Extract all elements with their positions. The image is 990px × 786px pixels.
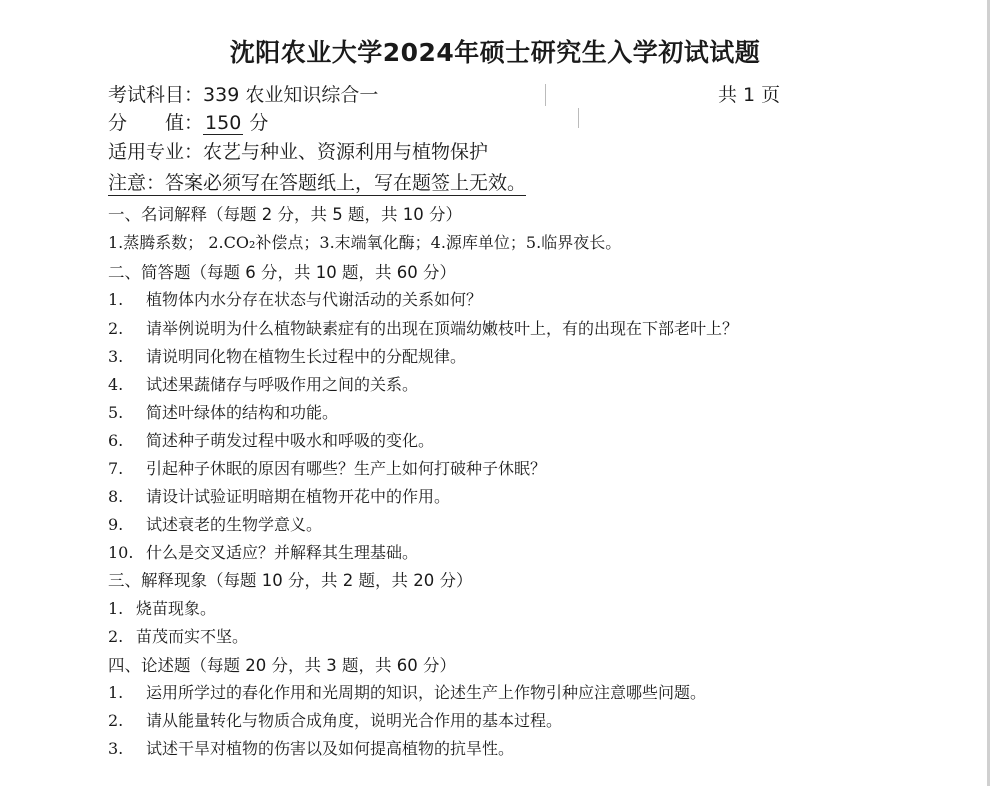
major-value: 农艺与种业、资源利用与植物保护 xyxy=(203,141,489,163)
question-number: 1. xyxy=(108,290,124,309)
section-line: 1.蒸腾系数； 2.CO₂补偿点；3.末端氧化酶；4.源库单位；5.临界夜长。 xyxy=(108,233,622,252)
section-heading: 二、简答题（每题 6 分，共 10 题，共 60 分） xyxy=(108,263,456,282)
question-number: 2. xyxy=(108,627,124,646)
notice-row xyxy=(108,168,526,195)
question-item xyxy=(108,428,434,451)
question-number: 10. xyxy=(108,543,134,562)
question-number: 3. xyxy=(108,347,124,366)
question-text: 请从能量转化与物质合成角度，说明光合作用的基本过程。 xyxy=(146,711,563,730)
question-text: 请说明同化物在植物生长过程中的分配规律。 xyxy=(146,347,467,366)
question-text: 试述衰老的生物学意义。 xyxy=(146,515,323,534)
question-text: 植物体内水分存在状态与代谢活动的关系如何？ xyxy=(146,290,483,309)
question-number: 4. xyxy=(108,375,124,394)
question-text: 简述叶绿体的结构和功能。 xyxy=(146,403,339,422)
question-text: 烧苗现象。 xyxy=(136,599,217,618)
question-item xyxy=(108,344,466,367)
score-unit: 分 xyxy=(243,112,269,134)
question-number: 6. xyxy=(108,431,124,450)
question-number: 5. xyxy=(108,403,124,422)
question-number: 1. xyxy=(108,599,124,618)
score-row xyxy=(108,108,268,135)
scan-mark xyxy=(545,84,546,106)
question-item xyxy=(108,624,248,647)
question-text: 请设计试验证明暗期在植物开花中的作用。 xyxy=(146,487,451,506)
question-item xyxy=(108,708,562,731)
question-item xyxy=(108,736,514,759)
question-item xyxy=(108,456,546,479)
score-value: 150 xyxy=(205,112,242,134)
question-text: 简述种子萌发过程中吸水和呼吸的变化。 xyxy=(146,431,435,450)
subject-row xyxy=(108,80,378,107)
question-item xyxy=(108,540,418,563)
question-item xyxy=(108,372,418,395)
question-text: 苗茂而实不坚。 xyxy=(136,627,249,646)
question-text: 请举例说明为什么植物缺素症有的出现在顶端幼嫩枝叶上，有的出现在下部老叶上？ xyxy=(146,319,739,338)
question-item xyxy=(108,596,216,619)
page-count: 共 1 页 xyxy=(718,84,781,106)
question-text: 运用所学过的春化作用和光周期的知识，论述生产上作物引种应注意哪些问题。 xyxy=(146,683,707,702)
scan-mark xyxy=(578,108,579,128)
question-number: 2. xyxy=(108,319,124,338)
question-item xyxy=(108,680,706,703)
exam-title: 沈阳农业大学2024年硕士研究生入学初试试题 xyxy=(229,38,761,67)
question-item xyxy=(108,400,338,423)
subject-value: 339 农业知识综合一 xyxy=(203,84,379,106)
question-number: 9. xyxy=(108,515,124,534)
question-text: 什么是交叉适应？并解释其生理基础。 xyxy=(146,543,419,562)
question-item xyxy=(108,316,738,339)
question-number: 8. xyxy=(108,487,124,506)
section-heading: 四、论述题（每题 20 分，共 3 题，共 60 分） xyxy=(108,656,456,675)
major-label: 适用专业： xyxy=(108,141,204,163)
subject-label: 考试科目： xyxy=(108,84,204,106)
question-text: 试述干旱对植物的伤害以及如何提高植物的抗旱性。 xyxy=(146,739,515,758)
question-item xyxy=(108,512,322,535)
question-number: 1. xyxy=(108,683,124,702)
section-heading: 一、名词解释（每题 2 分，共 5 题，共 10 分） xyxy=(108,205,462,224)
question-number: 7. xyxy=(108,459,124,478)
score-label: 分 值： xyxy=(108,112,204,134)
section-heading: 三、解释现象（每题 10 分，共 2 题，共 20 分） xyxy=(108,571,473,590)
question-item xyxy=(108,287,482,310)
major-row xyxy=(108,137,488,164)
question-number: 2. xyxy=(108,711,124,730)
question-item xyxy=(108,484,450,507)
question-text: 引起种子休眠的原因有哪些？生产上如何打破种子休眠？ xyxy=(146,459,547,478)
notice-text: 注意：答案必须写在答题纸上，写在题签上无效。 xyxy=(108,172,527,194)
question-number: 3. xyxy=(108,739,124,758)
question-text: 试述果蔬储存与呼吸作用之间的关系。 xyxy=(146,375,419,394)
